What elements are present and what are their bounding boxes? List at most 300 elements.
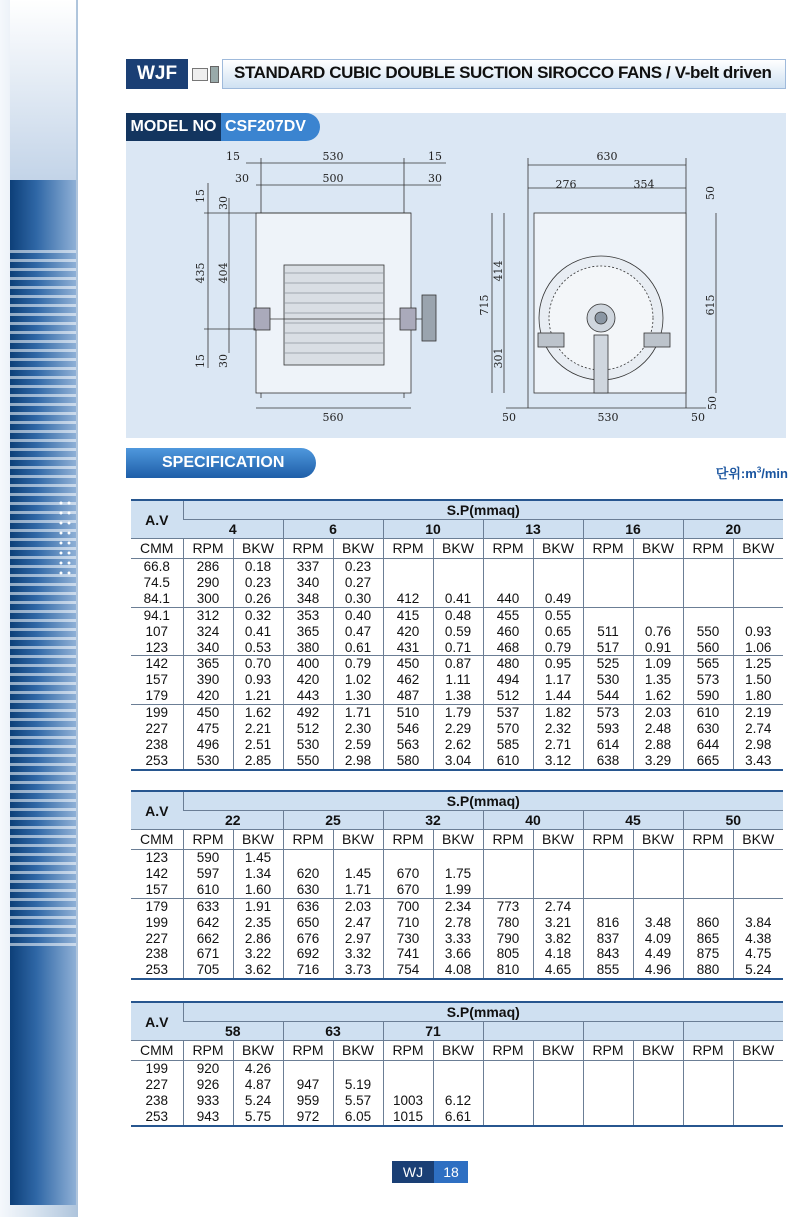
table-row — [131, 1109, 783, 1126]
cmm-cell: 227 — [145, 721, 169, 737]
dim-front-left-301: 301 — [492, 347, 505, 369]
bkw-cell: 0.59 — [433, 624, 483, 640]
bkw-cell: 1.60 — [233, 882, 283, 898]
dim-side-second-left: 30 — [235, 172, 249, 185]
sp-header-row — [131, 500, 783, 520]
bkw-cell: 3.21 — [533, 915, 583, 931]
bkw-cell: 3.04 — [433, 753, 483, 770]
rpm-cell: 1003 — [383, 1093, 433, 1109]
rpm-cell: 443 — [283, 688, 333, 704]
rpm-cell: 692 — [283, 946, 333, 962]
bkw-cell: 0.18 — [233, 559, 283, 575]
bkw-cell — [733, 882, 783, 898]
bkw-cell — [633, 575, 683, 591]
rpm-cell: 450 — [383, 656, 433, 672]
connector-icon — [210, 66, 219, 83]
rpm-cell — [583, 850, 633, 866]
rpm-cell: 644 — [683, 737, 733, 753]
bkw-cell: 1.82 — [533, 705, 583, 721]
bkw-header: BKW — [633, 830, 683, 850]
dim-side-left-15a: 15 — [194, 189, 207, 203]
rpm-header: RPM — [483, 1041, 533, 1061]
dim-front-left-414: 414 — [492, 260, 505, 282]
bkw-cell: 0.95 — [533, 656, 583, 672]
rpm-cell: 517 — [583, 640, 633, 656]
rpm-cell: 855 — [583, 962, 633, 979]
rpm-header: RPM — [483, 830, 533, 850]
spec-table-2 — [131, 790, 783, 980]
rpm-header: RPM — [683, 830, 733, 850]
rpm-cell: 636 — [283, 898, 333, 914]
rpm-cell — [483, 575, 533, 591]
rpm-cell: 492 — [283, 705, 333, 721]
bkw-cell: 3.82 — [533, 931, 583, 947]
bkw-cell: 0.49 — [533, 591, 583, 607]
bkw-cell: 4.49 — [633, 946, 683, 962]
cmm-cell: 157 — [145, 881, 169, 897]
rpm-header: RPM — [283, 830, 333, 850]
sidebar-stripes — [10, 250, 76, 950]
cmm-cell: 253 — [131, 962, 183, 979]
bkw-cell: 4.09 — [633, 931, 683, 947]
table-row — [131, 640, 783, 656]
page-header — [126, 59, 786, 89]
cmm-cell: 123 — [145, 639, 169, 655]
rpm-cell: 754 — [383, 962, 433, 979]
rpm-cell — [383, 850, 433, 866]
bkw-cell: 0.71 — [433, 640, 483, 656]
cmm-cell: 74.5 — [143, 574, 170, 590]
rpm-cell: 700 — [383, 898, 433, 914]
bkw-cell: 1.44 — [533, 688, 583, 704]
bkw-cell: 0.23 — [233, 575, 283, 591]
column-header-row — [131, 539, 783, 559]
bkw-cell: 1.50 — [733, 672, 783, 688]
cmm-header: CMM — [131, 1041, 183, 1061]
dim-front-second-right: 354 — [633, 178, 655, 191]
rpm-cell — [683, 866, 733, 882]
rpm-cell: 705 — [183, 962, 233, 979]
rpm-cell: 565 — [683, 656, 733, 672]
bkw-cell — [733, 575, 783, 591]
dim-front-left-715: 715 — [478, 294, 491, 316]
table-row — [131, 1061, 783, 1077]
cmm-cell: 66.8 — [143, 559, 170, 574]
dim-front-right-50: 50 — [706, 396, 719, 410]
rpm-cell: 630 — [683, 721, 733, 737]
sidebar-dots — [57, 498, 73, 578]
bkw-cell — [533, 1109, 583, 1126]
bkw-cell — [333, 850, 383, 866]
bkw-cell: 2.30 — [333, 721, 383, 737]
table-row — [131, 931, 783, 947]
rpm-header: RPM — [183, 1041, 233, 1061]
rpm-cell: 480 — [483, 656, 533, 672]
dim-front-right-615: 615 — [704, 294, 717, 316]
rpm-header: RPM — [383, 539, 433, 559]
bkw-cell: 4.96 — [633, 962, 683, 979]
bkw-cell: 1.99 — [433, 882, 483, 898]
bkw-cell: 0.55 — [533, 607, 583, 623]
dim-side-top-left: 15 — [226, 150, 240, 163]
rpm-cell: 620 — [283, 866, 333, 882]
bkw-header: BKW — [333, 539, 383, 559]
rpm-cell: 312 — [183, 607, 233, 623]
bkw-cell — [533, 1093, 583, 1109]
av-header: A.V — [131, 791, 183, 830]
bkw-cell — [733, 591, 783, 607]
dim-side-left-435: 435 — [194, 262, 207, 284]
bkw-cell — [633, 850, 683, 866]
bkw-cell — [433, 1077, 483, 1093]
rpm-cell — [483, 882, 533, 898]
bkw-cell — [533, 850, 583, 866]
rpm-cell: 563 — [383, 737, 433, 753]
dim-front-top: 630 — [596, 150, 618, 163]
rpm-cell — [683, 1061, 733, 1077]
unit-prefix: 단위:m — [715, 466, 757, 481]
bkw-cell — [433, 1061, 483, 1077]
table-row — [131, 688, 783, 704]
rpm-cell: 353 — [283, 607, 333, 623]
rpm-cell: 630 — [283, 882, 333, 898]
bkw-cell: 0.32 — [233, 607, 283, 623]
bkw-cell — [633, 882, 683, 898]
pressure-header: 71 — [383, 1022, 483, 1041]
bkw-cell: 1.79 — [433, 705, 483, 721]
sp-header: S.P(mmaq) — [183, 791, 783, 811]
rpm-cell: 420 — [283, 672, 333, 688]
bkw-header: BKW — [733, 830, 783, 850]
rpm-cell: 730 — [383, 931, 433, 947]
bkw-cell — [433, 850, 483, 866]
rpm-cell — [683, 1109, 733, 1126]
cmm-cell: 123 — [145, 850, 169, 865]
rpm-cell: 415 — [383, 607, 433, 623]
rpm-cell: 947 — [283, 1077, 333, 1093]
cmm-cell: 84.1 — [143, 590, 170, 606]
pressure-header — [583, 1022, 683, 1041]
pressure-header: 10 — [383, 520, 483, 539]
bkw-cell: 1.91 — [233, 898, 283, 914]
cmm-header: CMM — [131, 539, 183, 559]
table-row — [131, 705, 783, 721]
rpm-cell: 790 — [483, 931, 533, 947]
table-row — [131, 672, 783, 688]
bkw-cell: 2.47 — [333, 915, 383, 931]
rpm-cell: 348 — [283, 591, 333, 607]
bkw-cell — [733, 1061, 783, 1077]
specification-heading — [126, 448, 316, 478]
rpm-header: RPM — [683, 539, 733, 559]
rpm-header: RPM — [283, 1041, 333, 1061]
bkw-cell: 5.19 — [333, 1077, 383, 1093]
rpm-cell — [483, 1093, 533, 1109]
bkw-cell: 2.74 — [733, 721, 783, 737]
specification-label: SPECIFICATION — [162, 454, 285, 471]
bkw-cell — [633, 1077, 683, 1093]
bkw-header: BKW — [333, 1041, 383, 1061]
bkw-cell: 1.30 — [333, 688, 383, 704]
cmm-cell: 227 — [145, 930, 169, 946]
bkw-cell: 0.79 — [533, 640, 583, 656]
rpm-cell: 400 — [283, 656, 333, 672]
rpm-cell — [583, 591, 633, 607]
rpm-header: RPM — [183, 539, 233, 559]
rpm-cell — [583, 898, 633, 914]
rpm-cell: 665 — [683, 753, 733, 770]
av-header: A.V — [131, 500, 183, 539]
bkw-cell: 3.84 — [733, 915, 783, 931]
dim-side-left-30a: 30 — [217, 196, 230, 210]
rpm-cell — [383, 559, 433, 575]
rpm-cell: 450 — [183, 705, 233, 721]
table-row — [131, 898, 783, 914]
bkw-header: BKW — [633, 1041, 683, 1061]
table-row — [131, 591, 783, 607]
bkw-cell: 0.40 — [333, 607, 383, 623]
bkw-header: BKW — [533, 539, 583, 559]
rpm-cell: 380 — [283, 640, 333, 656]
bkw-cell: 2.62 — [433, 737, 483, 753]
bkw-cell: 2.03 — [333, 898, 383, 914]
bkw-cell — [633, 898, 683, 914]
bkw-cell — [733, 607, 783, 623]
bkw-header: BKW — [433, 1041, 483, 1061]
rpm-header: RPM — [583, 539, 633, 559]
cmm-header: CMM — [131, 830, 183, 850]
cmm-cell: 142 — [145, 865, 169, 881]
rpm-cell — [483, 1077, 533, 1093]
dim-side-left-30b: 30 — [217, 354, 230, 368]
dim-side-top-width: 530 — [322, 150, 344, 163]
rpm-cell — [383, 1077, 433, 1093]
bkw-cell: 2.97 — [333, 931, 383, 947]
rpm-cell — [383, 575, 433, 591]
rpm-cell — [383, 1061, 433, 1077]
bkw-cell: 2.88 — [633, 737, 683, 753]
rpm-cell: 537 — [483, 705, 533, 721]
rpm-cell — [283, 1061, 333, 1077]
sp-header: S.P(mmaq) — [183, 500, 783, 520]
pressure-header — [483, 1022, 583, 1041]
bkw-cell: 0.26 — [233, 591, 283, 607]
bkw-cell: 0.70 — [233, 656, 283, 672]
bkw-cell: 2.32 — [533, 721, 583, 737]
rpm-cell: 560 — [683, 640, 733, 656]
dim-side-left-15b: 15 — [194, 354, 207, 368]
rpm-cell — [683, 882, 733, 898]
bkw-cell: 2.59 — [333, 737, 383, 753]
bkw-cell: 6.05 — [333, 1109, 383, 1126]
pressure-header: 20 — [683, 520, 783, 539]
dim-side-left-404: 404 — [217, 262, 230, 284]
rpm-cell: 805 — [483, 946, 533, 962]
bkw-cell: 1.06 — [733, 640, 783, 656]
bkw-cell — [633, 559, 683, 575]
bkw-cell: 3.62 — [233, 962, 283, 979]
rpm-cell — [683, 850, 733, 866]
bkw-cell: 1.62 — [633, 688, 683, 704]
cmm-cell: 142 — [131, 656, 183, 672]
rpm-cell: 340 — [283, 575, 333, 591]
bkw-cell: 2.78 — [433, 915, 483, 931]
rpm-cell: 390 — [183, 672, 233, 688]
bkw-cell: 4.26 — [233, 1061, 283, 1077]
rpm-cell: 496 — [183, 737, 233, 753]
bkw-cell: 1.02 — [333, 672, 383, 688]
bkw-cell: 0.47 — [333, 624, 383, 640]
rpm-cell — [583, 1109, 633, 1126]
bkw-cell: 3.22 — [233, 946, 283, 962]
table-row — [131, 946, 783, 962]
table-row — [131, 721, 783, 737]
rpm-cell: 926 — [183, 1077, 233, 1093]
series-tag: WJF — [126, 59, 188, 89]
table-row — [131, 559, 783, 575]
rpm-cell — [483, 866, 533, 882]
rpm-cell — [483, 1109, 533, 1126]
bkw-cell: 2.86 — [233, 931, 283, 947]
bkw-cell: 1.71 — [333, 705, 383, 721]
cmm-cell: 199 — [131, 705, 183, 721]
rpm-cell: 365 — [283, 624, 333, 640]
bkw-cell — [633, 1093, 683, 1109]
bkw-cell: 2.34 — [433, 898, 483, 914]
rpm-header: RPM — [383, 1041, 433, 1061]
dim-front-bottom-left: 50 — [502, 411, 516, 424]
bkw-cell — [733, 866, 783, 882]
rpm-cell — [683, 591, 733, 607]
model-label: MODEL NO — [126, 113, 221, 141]
table-row — [131, 656, 783, 672]
cmm-cell: 227 — [145, 1076, 169, 1092]
rpm-cell: 837 — [583, 931, 633, 947]
pressure-header: 45 — [583, 811, 683, 830]
table-row — [131, 624, 783, 640]
bkw-cell: 0.41 — [433, 591, 483, 607]
bkw-cell: 2.98 — [733, 737, 783, 753]
bkw-cell: 2.03 — [633, 705, 683, 721]
bkw-cell — [633, 1109, 683, 1126]
rpm-cell: 573 — [683, 672, 733, 688]
rpm-cell — [683, 559, 733, 575]
bkw-cell: 0.30 — [333, 591, 383, 607]
bkw-cell — [533, 1061, 583, 1077]
rpm-cell: 590 — [683, 688, 733, 704]
rpm-cell: 610 — [483, 753, 533, 770]
bkw-cell: 2.29 — [433, 721, 483, 737]
bkw-cell: 1.09 — [633, 656, 683, 672]
bkw-cell — [633, 607, 683, 623]
bkw-cell: 5.24 — [733, 962, 783, 979]
rpm-cell: 440 — [483, 591, 533, 607]
bkw-cell — [733, 1109, 783, 1126]
bkw-cell: 1.80 — [733, 688, 783, 704]
rpm-cell: 860 — [683, 915, 733, 931]
av-header: A.V — [131, 1002, 183, 1041]
rpm-cell: 487 — [383, 688, 433, 704]
bkw-cell: 4.87 — [233, 1077, 283, 1093]
rpm-cell: 676 — [283, 931, 333, 947]
pressure-row — [131, 811, 783, 830]
rpm-cell: 920 — [183, 1061, 233, 1077]
cmm-cell: 238 — [145, 946, 169, 962]
rpm-cell: 633 — [183, 898, 233, 914]
rpm-cell: 638 — [583, 753, 633, 770]
bkw-cell: 6.12 — [433, 1093, 483, 1109]
rpm-cell: 780 — [483, 915, 533, 931]
rpm-cell: 462 — [383, 672, 433, 688]
column-header-row — [131, 1041, 783, 1061]
bkw-cell: 2.48 — [633, 721, 683, 737]
bkw-header: BKW — [433, 830, 483, 850]
bkw-cell: 1.62 — [233, 705, 283, 721]
bkw-cell: 0.41 — [233, 624, 283, 640]
bkw-cell: 3.48 — [633, 915, 683, 931]
table-row — [131, 737, 783, 753]
rpm-cell: 550 — [683, 624, 733, 640]
bkw-cell — [433, 575, 483, 591]
table-row — [131, 575, 783, 591]
cmm-cell: 253 — [131, 753, 183, 770]
bkw-cell: 1.71 — [333, 882, 383, 898]
unit-suffix: /min — [761, 466, 788, 481]
bkw-cell — [733, 559, 783, 575]
bkw-cell — [733, 898, 783, 914]
bkw-cell: 2.51 — [233, 737, 283, 753]
bkw-cell — [533, 882, 583, 898]
bkw-cell: 3.43 — [733, 753, 783, 770]
bkw-cell — [533, 866, 583, 882]
rpm-cell — [683, 607, 733, 623]
bkw-cell: 0.76 — [633, 624, 683, 640]
bkw-cell: 0.79 — [333, 656, 383, 672]
bkw-cell: 2.85 — [233, 753, 283, 770]
bkw-cell: 3.32 — [333, 946, 383, 962]
pressure-row — [131, 520, 783, 539]
cmm-cell: 253 — [131, 1109, 183, 1126]
bkw-cell: 0.27 — [333, 575, 383, 591]
bkw-header: BKW — [533, 830, 583, 850]
bkw-header: BKW — [233, 1041, 283, 1061]
pressure-header: 25 — [283, 811, 383, 830]
rpm-cell: 525 — [583, 656, 633, 672]
bkw-header: BKW — [433, 539, 483, 559]
bkw-cell: 2.35 — [233, 915, 283, 931]
bkw-cell — [633, 1061, 683, 1077]
rpm-cell — [583, 866, 633, 882]
rpm-cell: 512 — [283, 721, 333, 737]
bkw-cell — [633, 591, 683, 607]
rpm-cell: 460 — [483, 624, 533, 640]
rpm-cell: 510 — [383, 705, 433, 721]
dim-side-second-width: 500 — [322, 172, 344, 185]
bkw-cell: 1.17 — [533, 672, 583, 688]
column-header-row — [131, 830, 783, 850]
bkw-cell — [733, 850, 783, 866]
rpm-cell: 865 — [683, 931, 733, 947]
dim-front-second-left: 276 — [555, 178, 577, 191]
bkw-cell: 0.65 — [533, 624, 583, 640]
bkw-cell — [533, 575, 583, 591]
bkw-cell — [333, 1061, 383, 1077]
footer-code: WJ — [392, 1161, 434, 1183]
sp-header-row — [131, 791, 783, 811]
page-number: 18 — [434, 1161, 468, 1183]
bkw-cell: 1.75 — [433, 866, 483, 882]
cmm-cell: 238 — [145, 736, 169, 752]
